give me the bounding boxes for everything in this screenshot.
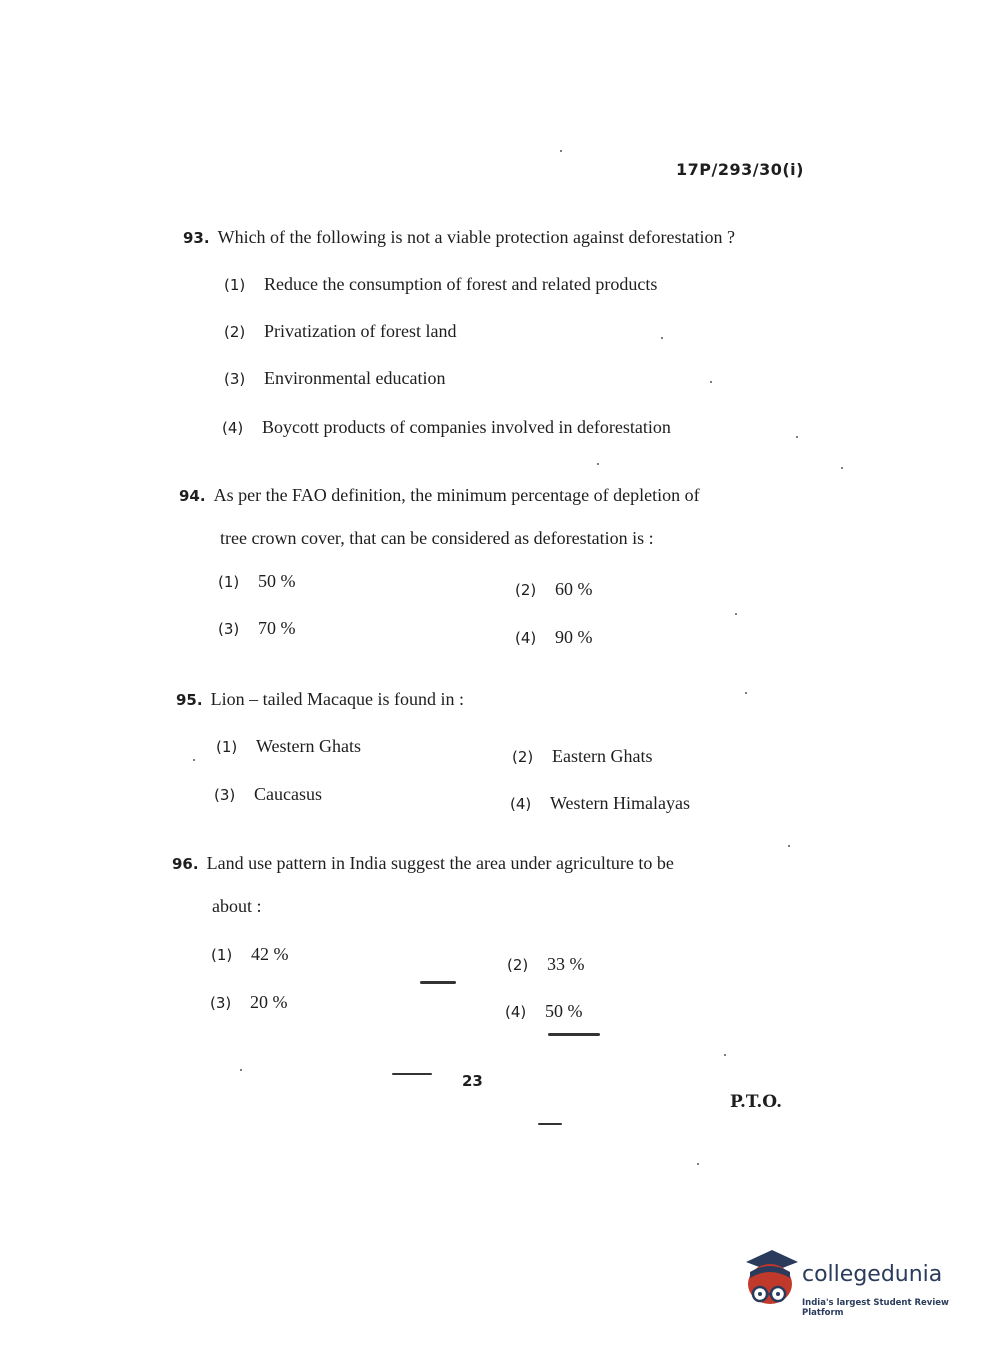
- question-number: 94.: [179, 487, 206, 505]
- brand-name: collegedunia: [802, 1262, 943, 1287]
- q95-option-2: (2) Eastern Ghats: [512, 746, 653, 766]
- question-text: Which of the following is not a viable protection against deforestation ?: [217, 227, 735, 247]
- q94-option-2: (2) 60 %: [515, 579, 593, 599]
- q95-option-1: (1) Western Ghats: [216, 736, 362, 756]
- q93-option-3: (3) Environmental education: [224, 368, 446, 388]
- question-number: 96.: [172, 855, 199, 873]
- q96-option-2: (2) 33 %: [507, 954, 585, 974]
- question-94-line2: tree crown cover, that can be considered as deforestation is :: [220, 528, 654, 548]
- q95-option-3: (3) Caucasus: [214, 784, 322, 804]
- brand-tagline: India's largest Student Review Platform: [802, 1298, 949, 1318]
- scan-dot: [735, 613, 737, 615]
- scan-smudge: [538, 1123, 562, 1125]
- scan-dot: [841, 467, 843, 469]
- question-number: 95.: [176, 691, 203, 709]
- q93-option-1: (1) Reduce the consumption of forest and related products: [224, 274, 658, 294]
- scan-smudge: [420, 981, 456, 984]
- question-text-line1: Land use pattern in India suggest the area under agriculture to be: [206, 853, 674, 873]
- scan-dot: [697, 1163, 699, 1165]
- scan-dot: [796, 436, 798, 438]
- q94-option-1: (1) 50 %: [218, 571, 296, 591]
- q93-option-4: (4) Boycott products of companies involved in deforestation: [222, 417, 671, 437]
- scan-dot: [240, 1069, 242, 1071]
- question-95: [176, 688, 816, 711]
- q94-option-3: (3) 70 %: [218, 618, 296, 638]
- page-number: 23: [462, 1072, 483, 1090]
- question-number: 93.: [183, 229, 210, 247]
- q96-option-4: (4) 50 %: [505, 1001, 583, 1021]
- scan-dot: [710, 381, 712, 383]
- scan-dot: [193, 759, 195, 761]
- question-96-line2: about :: [212, 896, 262, 916]
- scan-dot: [745, 692, 747, 694]
- pto-label: P.T.O.: [730, 1092, 782, 1112]
- q96-option-3: (3) 20 %: [210, 992, 288, 1012]
- q96-option-1: (1) 42 %: [211, 944, 289, 964]
- question-93: [183, 226, 823, 249]
- scan-dot: [788, 845, 790, 847]
- scan-dot: [661, 337, 663, 339]
- q95-option-4: (4) Western Himalayas: [510, 793, 691, 813]
- question-94: [179, 484, 819, 507]
- mascot-icon: [742, 1248, 800, 1314]
- scan-dot: [597, 463, 599, 465]
- scan-smudge: [548, 1033, 600, 1036]
- question-text-line1: As per the FAO definition, the minimum percentage of depletion of: [213, 485, 700, 505]
- question-text: Lion – tailed Macaque is found in :: [210, 689, 465, 709]
- scan-dot: [724, 1054, 726, 1056]
- paper-code: 17P/293/30(i): [676, 160, 804, 179]
- q94-option-4: (4) 90 %: [515, 627, 593, 647]
- question-96: [172, 852, 812, 875]
- q93-option-2: (2) Privatization of forest land: [224, 321, 457, 341]
- scan-dot: [560, 150, 562, 152]
- collegedunia-logo: [742, 1248, 972, 1318]
- scan-smudge: [392, 1073, 432, 1075]
